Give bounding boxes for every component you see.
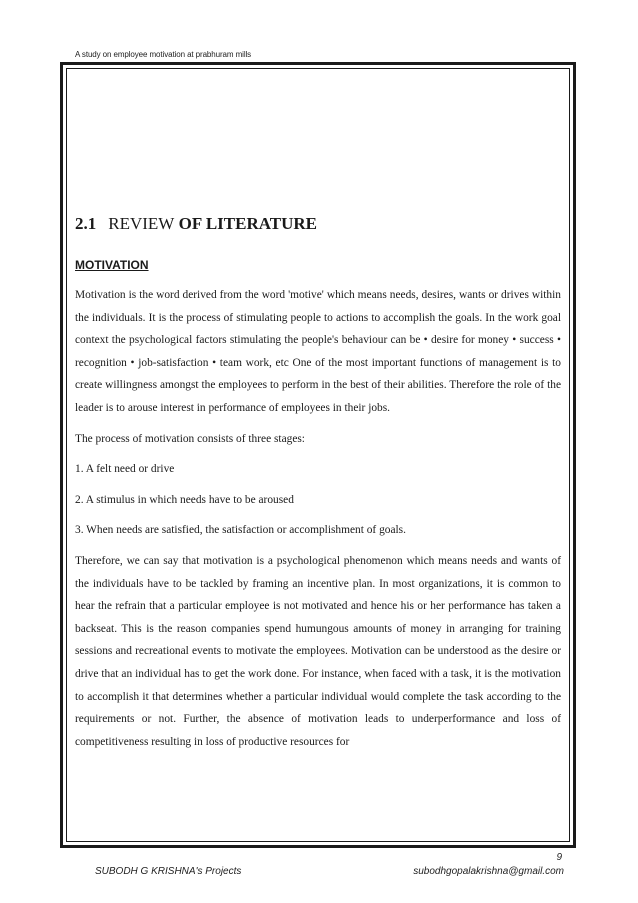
paragraph-conclusion: Therefore, we can say that motivation is a psychological phenomenon which means needs and wants of the individuals have to be tackled by framing an incentive plan. In most organizations, it is common to hear the refrain that a particular employee is not motivated and hence his or her performance has taken a backseat. This is the reason companies spend humungous amounts of money in arranging for training sessions and recreational events to motivate the employees. Motivation can be understood as the desire or drive that an individual has to get the work done. For instance, when faced with a task, it is the motivation to accomplish it that determines whether a particular individual would complete the task according to the requirements or not. Further, the absence of motivation leads to underperformance and loss of competitiveness resulting in loss of productive resources for (75, 554, 561, 748)
paragraph-stages-intro: The process of motivation consists of three stages: (75, 432, 305, 445)
section-title-bold: OF LITERATURE (178, 214, 317, 233)
footer-email: subodhgopalakrishna@gmail.com (413, 866, 564, 877)
section-title-plain: REVIEW (108, 214, 175, 233)
stage-item-2: 2. A stimulus in which needs have to be aroused (75, 493, 294, 506)
footer-author: SUBODH G KRISHNA's Projects (95, 866, 242, 877)
main-content (75, 212, 561, 753)
page-number: 9 (556, 852, 562, 863)
running-header: A study on employee motivation at prabhuram mills (75, 50, 252, 59)
subheading-motivation: MOTIVATION (75, 258, 149, 272)
stage-item-3: 3. When needs are satisfied, the satisfaction or accomplishment of goals. (75, 524, 406, 537)
section-number: 2.1 (75, 214, 97, 233)
section-title (75, 212, 561, 236)
stage-item-1: 1. A felt need or drive (75, 463, 175, 476)
paragraph-intro: Motivation is the word derived from the word 'motive' which means needs, desires, wants or drives within the individuals. It is the process of stimulating people to actions to accomplish the goals. In the work goal context the psychological factors stimulating the people's behaviour can be • desire for money • success • recognition • job-satisfaction • team work, etc One of the most important functions of management is to create willingness amongst the employees to perform in the best of their abilities. Therefore the role of the leader is to arouse interest in performance of employees in their jobs. (75, 289, 561, 414)
